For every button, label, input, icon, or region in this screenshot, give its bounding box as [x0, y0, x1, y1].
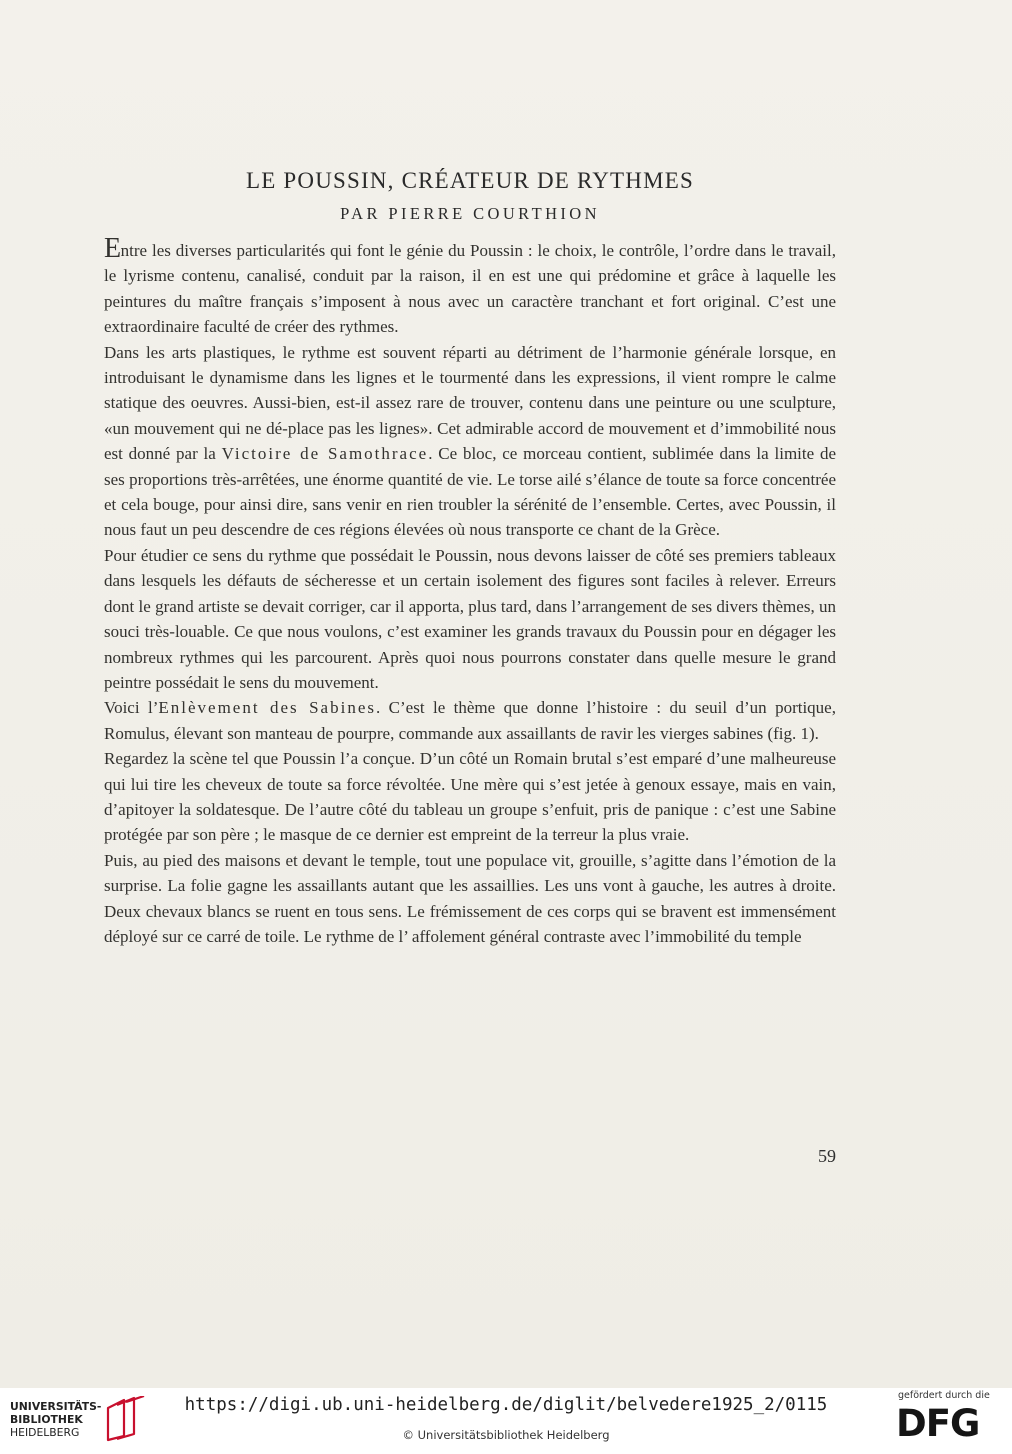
paragraph-4 [104, 695, 836, 746]
paragraph-5: Regardez la scène tel que Poussin l’a conçue. D’un côté un Romain brutal s’est emparé d’une malheureuse qui lui tire les cheveux de toute sa force révoltée. Une mère qui s’est jetée à genoux essaye, mais en vain, d’apitoyer la soldatesque. De l’autre côté du tableau un groupe s’enfuit, pris de panique : c’est une Sabine protégée par son père ; le masque de ce dernier est empreint de la terreur la plus vraie. [104, 749, 836, 845]
drop-cap: E [104, 233, 121, 264]
article-byline: PAR PIERRE COURTHION [340, 204, 600, 223]
sponsor-block[interactable] [882, 1390, 1006, 1450]
copyright-notice: © Universitätsbibliothek Heidelberg [402, 1428, 610, 1442]
article-body [104, 233, 837, 949]
article-title: LE POUSSIN, CRÉATEUR DE RYTHMES [245, 168, 695, 193]
paragraph-text: ntre les diverses particularités qui font le génie du Poussin : le choix, le contrôle, l’ordre dans le travail, le lyrisme contenu, canalisé, conduit par la raison, il en est une qui prédomine et grâce à laquelle les peintures du maître français s’imposent à nous avec un caractère tranchant et fort original. C’est une extraordinaire faculté de créer des rythmes. [104, 241, 836, 337]
paragraph-text: . Ce bloc, ce morceau contient, sublimée dans la limite de ses proportions très-arrêtées, une énorme quantité de vie. Le torse ailé s’élance de toute sa force concentrée et cela bouge, pour ainsi dire, sans venir en rien troubler la sérénité de l’ensemble. Certes, avec Poussin, il nous faut un peu descendre de ces régions élevées où nous transporte ce chant de la Grèce. [104, 444, 837, 540]
paragraph-text: . C’est le thème que donne l’histoire : du seuil d’un portique, Romulus, élevant son manteau de pourpre, commande aux assaillants de ravir les vierges sabines (fig. 1). [104, 698, 836, 743]
permalink-url[interactable]: https://digi.ub.uni-heidelberg.de/diglit/belvedere1925_2/0115 [184, 1395, 828, 1415]
dfg-logo: DFG [896, 1402, 980, 1445]
paragraph-3: Pour étudier ce sens du rythme que possédait le Poussin, nous devons laisser de côté ses premiers tableaux dans lesquels les défauts de sécheresse et un certain isolement des figures sont faciles à relever. Erreurs dont le grand artiste se devait corriger, car il apporta, plus tard, dans l’arrangement de ses divers thèmes, un souci très-louable. Ce que nous voulons, c’est examiner les grands travaux du Poussin pour en dégager les nombreux rythmes qui les parcourent. Après quoi nous pourrons constater dans quelle mesure le grand peintre possédait le sens du mouvement. [104, 545, 836, 692]
library-line: HEIDELBERG [10, 1426, 80, 1439]
paragraph-text: Voici l’ [104, 698, 159, 718]
paragraph-text: Dans les arts plastiques, le rythme est souvent réparti au détriment de l’harmonie générale lorsque, en introduisant le dynamisme dans les lignes et le tourmenté dans les expressions, il vient rompre le calme statique des oeuvres. Aussi-bien, est-il assez rare de trouver, contenu dans une peinture ou une sculpture, «un mouvement qui ne dé-place pas les lignes». Cet admirable accord de mouvement et d’immobilité nous est donné par la [104, 342, 836, 464]
artwork-title: Enlèvement des Sabines [158, 698, 376, 718]
sponsor-caption: gefördert durch die [898, 1390, 990, 1401]
paragraph-6: Puis, au pied des maisons et devant le temple, tout une populace vit, grouille, s’agitte dans l’émotion de la surprise. La folie gagne les assaillants autant que les assaillies. Les uns vont à gauche, les autres à droite. Deux chevaux blancs se ruent en tous sens. Le frémissement de ces corps qui se bravent est immensément déployé sur ce carré de toile. Le rythme de l’ affolement général contraste avec l’immobilité du temple [104, 850, 836, 946]
paragraph-1 [104, 233, 836, 340]
page-number: 59 [818, 1146, 836, 1166]
library-line: UNIVERSITÄTS- [10, 1400, 102, 1413]
paragraph-2 [104, 340, 836, 543]
artwork-title: Victoire de Samothrace [221, 444, 429, 464]
library-line: BIBLIOTHEK [10, 1413, 83, 1426]
